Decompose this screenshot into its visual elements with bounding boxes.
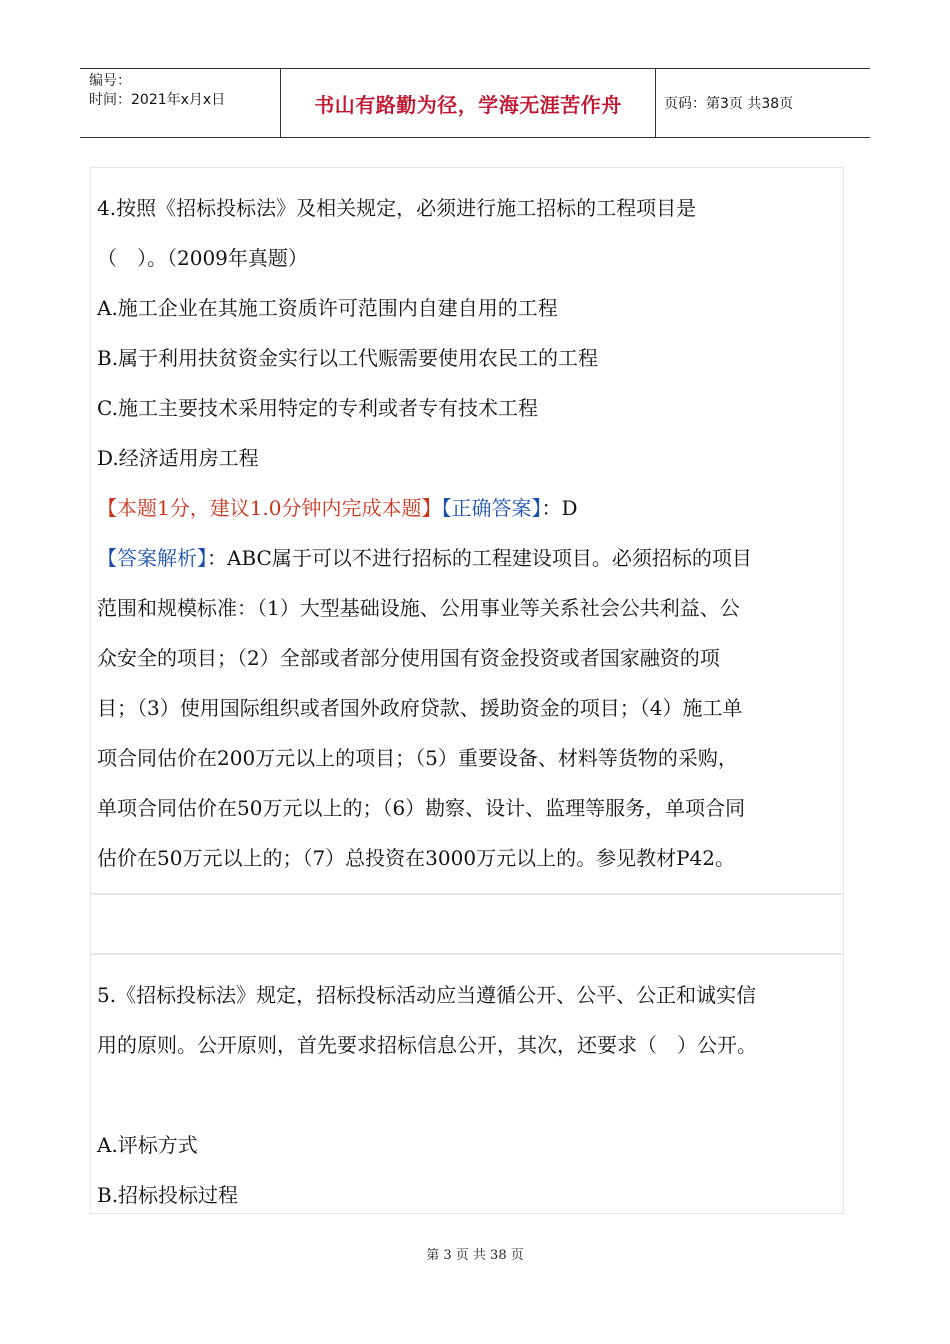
q5-spacer [97, 1070, 835, 1120]
q4-score-note: 【本题1分，建议1.0分钟内完成本题】 [97, 496, 442, 520]
q4-stem-line1: 4.按照《招标投标法》及相关规定，必须进行施工招标的工程项目是 [97, 196, 697, 220]
q4-analysis-line1 [97, 533, 835, 583]
header-time: 时间：2021年x月x日 [89, 92, 226, 108]
question-5-box [90, 954, 844, 1214]
q4-answer-value: ：D [541, 496, 578, 520]
q5-option-b: B.招标投标过程 [97, 1183, 239, 1207]
q4-answer-label: 【正确答案】 [441, 496, 542, 520]
q4-analysis-line7: 估价在50万元以上的；（7）总投资在3000万元以上的。参见教材P42。 [97, 846, 735, 870]
q5-stem-line1: 5.《招标投标法》规定，招标投标活动应当遵循公开、公平、公正和诚实信 [97, 983, 757, 1007]
q4-option-c: C.施工主要技术采用特定的专利或者专有技术工程 [97, 396, 538, 420]
q4-analysis-label: 【答案解析】 [97, 546, 207, 570]
q4-option-b: B.属于利用扶贫资金实行以工代赈需要使用农民工的工程 [97, 346, 599, 370]
q4-analysis-line3: 众安全的项目；（2）全部或者部分使用国有资金投资或者国家融资的项 [97, 646, 720, 670]
q4-option-d: D.经济适用房工程 [97, 446, 259, 470]
page-header [80, 68, 870, 138]
q4-analysis-line2: 范围和规模标准：（1）大型基础设施、公用事业等关系社会公共利益、公 [97, 596, 740, 620]
q4-analysis-text1: ：ABC属于可以不进行招标的工程建设项目。必须招标的项目 [207, 546, 752, 570]
page-footer: 第 3 页 共 38 页 [426, 1248, 524, 1263]
q4-stem-line2: （ ）。（2009年真题） [97, 246, 308, 270]
header-number: 编号： [89, 73, 131, 89]
q5-option-a: A.评标方式 [97, 1133, 198, 1157]
q4-analysis-line5: 项合同估价在200万元以上的项目；（5）重要设备、材料等货物的采购， [97, 746, 738, 770]
q5-stem-line2: 用的原则。公开原则，首先要求招标信息公开，其次，还要求（ ）公开。 [97, 1033, 757, 1057]
q4-analysis-line6: 单项合同估价在50万元以上的；（6）勘察、设计、监理等服务，单项合同 [97, 796, 746, 820]
header-motto: 书山有路勤为径，学海无涯苦作舟 [281, 69, 656, 137]
question-4-box [90, 167, 844, 894]
header-meta [80, 69, 281, 137]
q4-analysis-line4: 目；（3）使用国际组织或者国外政府贷款、援助资金的项目；（4）施工单 [97, 696, 743, 720]
header-page-info: 页码：第3页 共38页 [664, 96, 794, 112]
blank-separator-box [90, 894, 844, 954]
q4-score-answer [97, 483, 835, 533]
q4-option-a: A.施工企业在其施工资质许可范围内自建自用的工程 [97, 296, 558, 320]
